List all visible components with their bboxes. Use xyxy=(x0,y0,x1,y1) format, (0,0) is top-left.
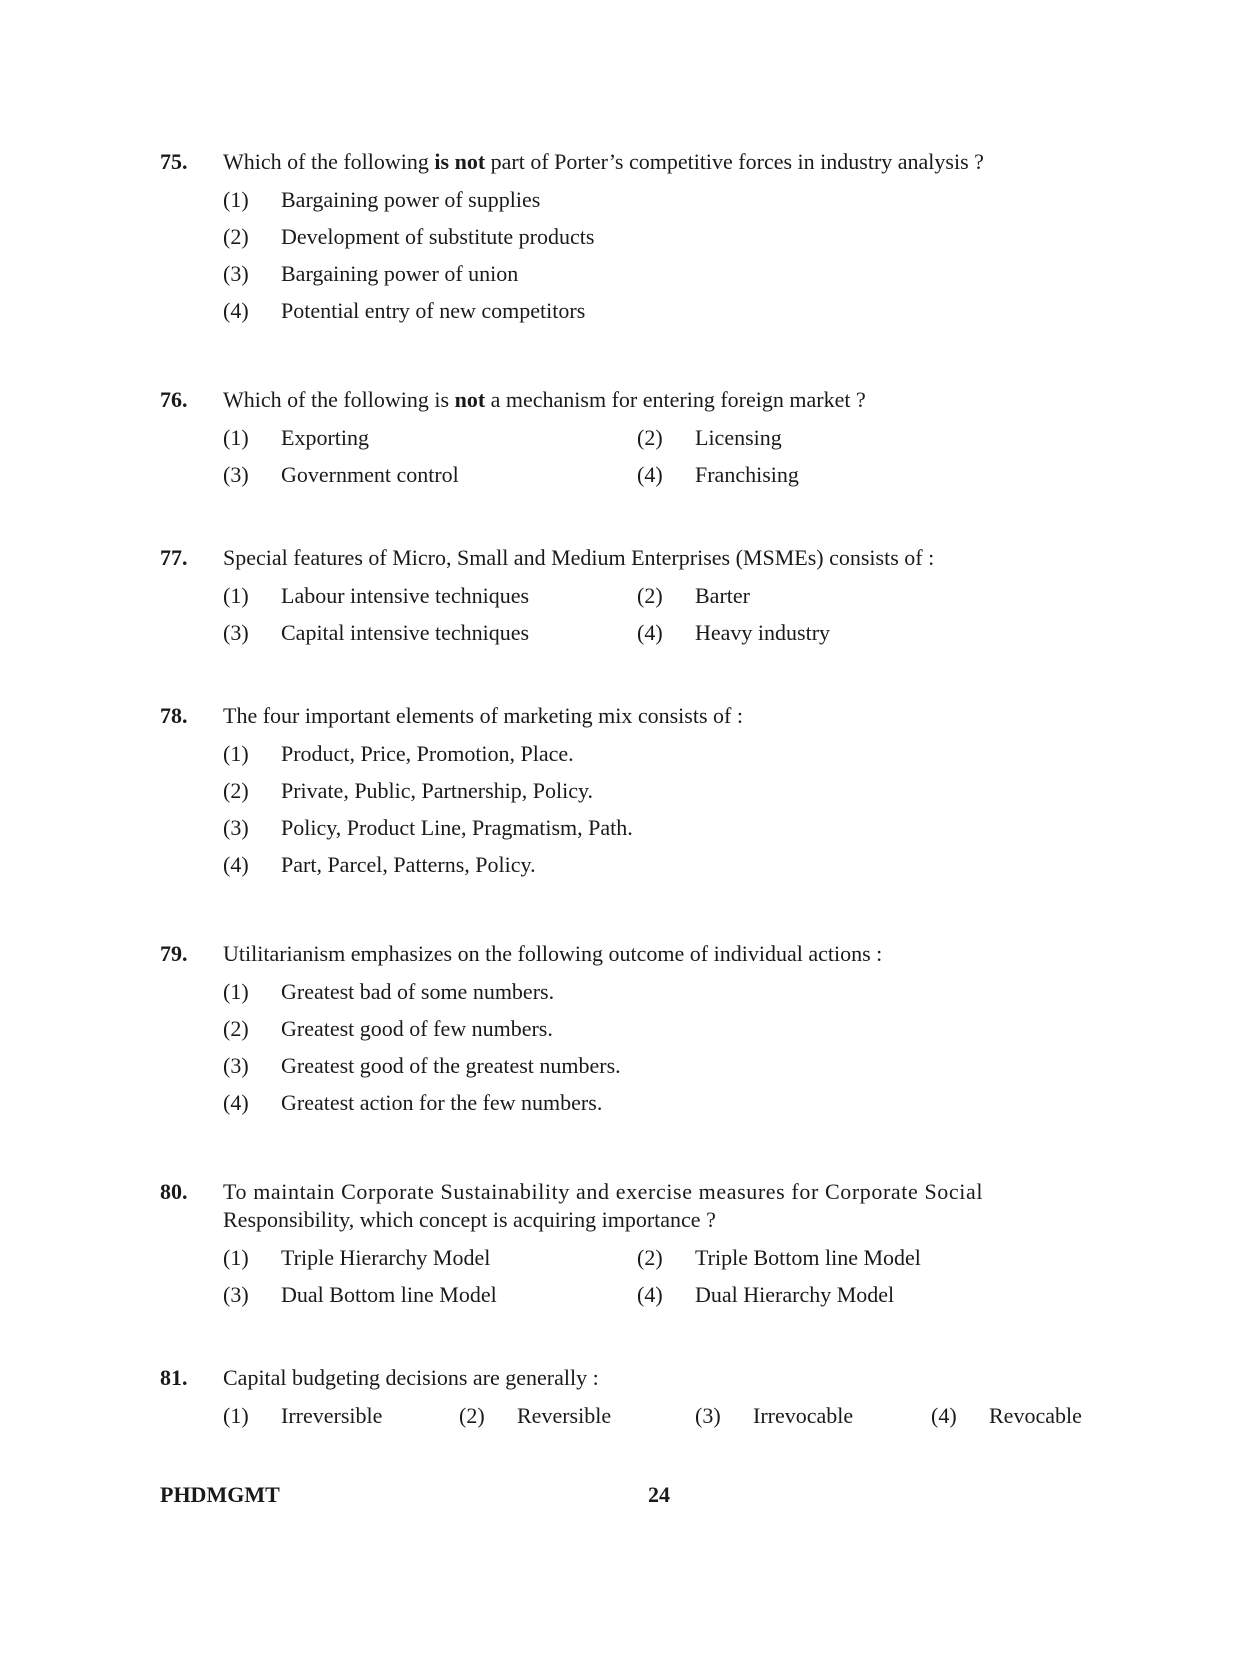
question-80 xyxy=(160,1178,1170,1315)
option-2: (2) Greatest good of few numbers. xyxy=(223,1016,553,1041)
option-row xyxy=(223,180,1170,220)
question-text: Capital budgeting decisions are generally : xyxy=(223,1365,599,1390)
option-4: (4) Franchising xyxy=(637,462,799,487)
option-2: (2) Private, Public, Partnership, Policy. xyxy=(223,778,594,803)
option-row xyxy=(223,972,1170,1012)
question-76 xyxy=(160,386,1170,495)
option-3: (3) Bargaining power of union xyxy=(223,261,519,286)
option-1: (1) Triple Hierarchy Model xyxy=(223,1245,491,1270)
option-1: (1) Bargaining power of supplies xyxy=(223,187,541,212)
option-3: (3) Irrevocable xyxy=(695,1403,854,1428)
question-text: Special features of Micro, Small and Medium Enterprises (MSMEs) consists of : xyxy=(223,545,935,570)
option-row xyxy=(223,217,1170,257)
question-text xyxy=(223,1178,1170,1234)
option-4: (4) Heavy industry xyxy=(637,620,831,645)
question-77 xyxy=(160,544,1170,653)
question-number: 76. xyxy=(160,387,188,412)
page-number: 24 xyxy=(648,1482,670,1507)
question-text: The four important elements of marketing mix consists of : xyxy=(223,703,743,728)
option-row xyxy=(223,1396,1170,1436)
question-81 xyxy=(160,1364,1170,1436)
option-row xyxy=(223,1238,1170,1278)
option-1: (1) Labour intensive techniques xyxy=(223,583,530,608)
option-3: (3) Capital intensive techniques xyxy=(223,620,530,645)
option-4: (4) Dual Hierarchy Model xyxy=(637,1282,895,1307)
question-78 xyxy=(160,702,1170,885)
option-2: (2) Reversible xyxy=(459,1403,612,1428)
option-1: (1) Exporting xyxy=(223,425,369,450)
question-75 xyxy=(160,148,1170,331)
question-number: 80. xyxy=(160,1179,188,1204)
question-text: Which of the following is not part of Porter’s competitive forces in industry analysis ? xyxy=(223,149,984,174)
option-row xyxy=(223,418,1170,458)
option-2: (2) Triple Bottom line Model xyxy=(637,1245,921,1270)
option-row xyxy=(223,1275,1170,1315)
option-2: (2) Barter xyxy=(637,583,750,608)
option-3: (3) Policy, Product Line, Pragmatism, Path. xyxy=(223,815,633,840)
option-1: (1) Greatest bad of some numbers. xyxy=(223,979,555,1004)
question-number: 75. xyxy=(160,149,188,174)
option-4: (4) Greatest action for the few numbers. xyxy=(223,1090,603,1115)
option-1: (1) Irreversible xyxy=(223,1403,383,1428)
question-number: 77. xyxy=(160,545,188,570)
question-number: 78. xyxy=(160,703,188,728)
option-3: (3) Government control xyxy=(223,462,459,487)
question-number: 81. xyxy=(160,1365,188,1390)
option-row xyxy=(223,455,1170,495)
option-row xyxy=(223,1009,1170,1049)
exam-code: PHDMGMT xyxy=(160,1482,280,1507)
option-3: (3) Greatest good of the greatest numbers. xyxy=(223,1053,621,1078)
option-row xyxy=(223,1083,1170,1123)
option-4: (4) Part, Parcel, Patterns, Policy. xyxy=(223,852,536,877)
question-text: Which of the following is not a mechanism for entering foreign market ? xyxy=(223,387,866,412)
option-row xyxy=(223,291,1170,331)
option-row xyxy=(223,845,1170,885)
option-4: (4) Revocable xyxy=(931,1403,1082,1428)
option-row xyxy=(223,771,1170,811)
question-text-line-2: Responsibility, which concept is acquiring importance ? xyxy=(223,1207,716,1232)
option-row xyxy=(223,254,1170,294)
option-4: (4) Potential entry of new competitors xyxy=(223,298,586,323)
option-3: (3) Dual Bottom line Model xyxy=(223,1282,497,1307)
option-row xyxy=(223,576,1170,616)
option-row xyxy=(223,808,1170,848)
option-row xyxy=(223,734,1170,774)
option-1: (1) Product, Price, Promotion, Place. xyxy=(223,741,574,766)
question-number: 79. xyxy=(160,941,188,966)
option-2: (2) Development of substitute products xyxy=(223,224,595,249)
option-2: (2) Licensing xyxy=(637,425,782,450)
option-row xyxy=(223,1046,1170,1086)
question-text: Utilitarianism emphasizes on the following outcome of individual actions : xyxy=(223,941,883,966)
question-text-line-1: To maintain Corporate Sustainability and exercise measures for Corporate Social xyxy=(223,1179,984,1204)
question-79 xyxy=(160,940,1170,1123)
option-row xyxy=(223,613,1170,653)
